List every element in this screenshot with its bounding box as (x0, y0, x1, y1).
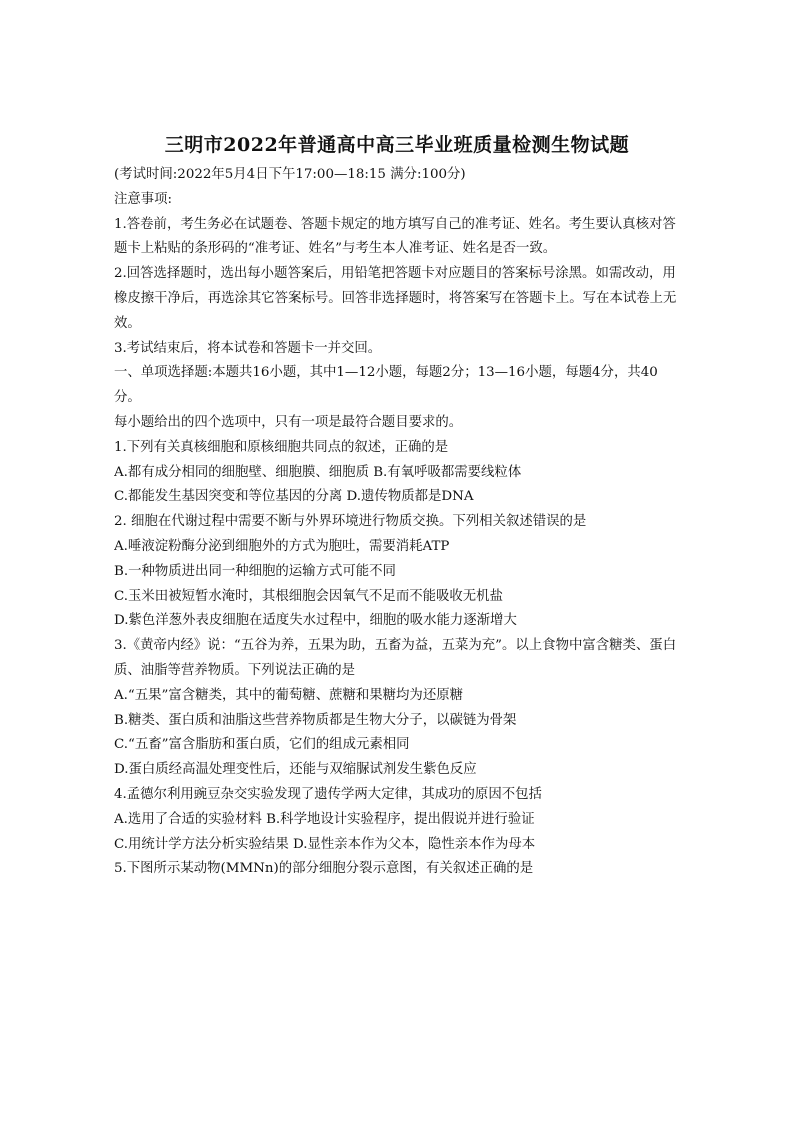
note-3: 3.考试结束后，将本试卷和答题卡一并交回。 (114, 340, 382, 356)
question-3-option-b: B.糖类、蛋白质和油脂这些营养物质都是生物大分子，以碳链为骨架 (114, 712, 517, 728)
question-2-option-d: D.紫色洋葱外表皮细胞在适度失水过程中，细胞的吸水能力逐渐增大 (114, 613, 517, 629)
question-4: 4.孟德尔利用豌豆杂交实验发现了遗传学两大定律，其成功的原因不包括 (114, 786, 542, 802)
note-1-line-2: 题卡上粘贴的条形码的“准考证、姓名”与考生本人准考证、姓名是否一致。 (114, 241, 557, 257)
question-1-options-ab: A.都有成分相同的细胞壁、细胞膜、细胞质 B.有氧呼吸都需要线粒体 (114, 464, 522, 480)
exam-info-line: (考试时间:2022年5月4日下午17:00—18:15 满分:100分) (114, 167, 466, 182)
question-2-option-a: A.唾液淀粉酶分泌到细胞外的方式为胞吐，需要消耗ATP (114, 538, 450, 554)
section-heading-line-1: 一、单项选择题:本题共16小题，其中1—12小题，每题2分；13—16小题，每题4分，共40 (114, 365, 658, 381)
section-instruction: 每小题给出的四个选项中，只有一项是最符合题目要求的。 (114, 414, 463, 430)
question-2: 2. 细胞在代谢过程中需要不断与外界环境进行物质交换。下列相关叙述错误的是 (114, 514, 587, 530)
question-3-option-a: A.“五果”富含糖类，其中的葡萄糖、蔗糖和果糖均为还原糖 (114, 687, 463, 703)
note-2-line-3: 效。 (114, 315, 141, 331)
question-3-option-d: D.蛋白质经高温处理变性后，还能与双缩脲试剂发生紫色反应 (114, 762, 477, 778)
note-2-line-1: 2.回答选择题时，选出每小题答案后，用铅笔把答题卡对应题目的答案标号涂黑。如需改动，用 (114, 266, 676, 282)
question-1-options-cd: C.都能发生基因突变和等位基因的分离 D.遗传物质都是DNA (114, 489, 474, 505)
section-heading-line-2: 分。 (114, 390, 141, 406)
question-3-option-c: C.“五畜”富含脂肪和蛋白质，它们的组成元素相同 (114, 737, 410, 753)
question-2-option-b: B.一种物质进出同一种细胞的运输方式可能不同 (114, 563, 396, 579)
question-1: 1.下列有关真核细胞和原核细胞共同点的叙述，正确的是 (114, 439, 449, 455)
note-1-line-1: 1.答卷前，考生务必在试题卷、答题卡规定的地方填写自己的准考证、姓名。考生要认真核对答 (114, 216, 676, 232)
question-3-line-2: 质、油脂等营养物质。下列说法正确的是 (114, 662, 356, 678)
question-4-options-cd: C.用统计学方法分析实验结果 D.显性亲本作为父本，隐性亲本作为母本 (114, 836, 536, 852)
note-2-line-2: 橡皮擦干净后，再选涂其它答案标号。回答非选择题时，将答案写在答题卡上。写在本试卷上无 (114, 290, 677, 306)
question-2-option-c: C.玉米田被短暂水淹时，其根细胞会因氧气不足而不能吸收无机盐 (114, 588, 503, 604)
question-4-options-ab: A.选用了合适的实验材料 B.科学地设计实验程序，提出假说并进行验证 (114, 811, 535, 827)
question-5: 5.下图所示某动物(MMNn)的部分细胞分裂示意图，有关叙述正确的是 (114, 861, 534, 877)
notes-heading: 注意事项: (114, 191, 173, 207)
document-body (114, 163, 704, 882)
question-3-line-1: 3.《黄帝内经》说：“五谷为养，五果为助，五畜为益，五菜为充”。以上食物中富含糖类、蛋白 (114, 638, 677, 654)
page-title: 三明市2022年普通高中高三毕业班质量检测生物试题 (164, 134, 630, 156)
